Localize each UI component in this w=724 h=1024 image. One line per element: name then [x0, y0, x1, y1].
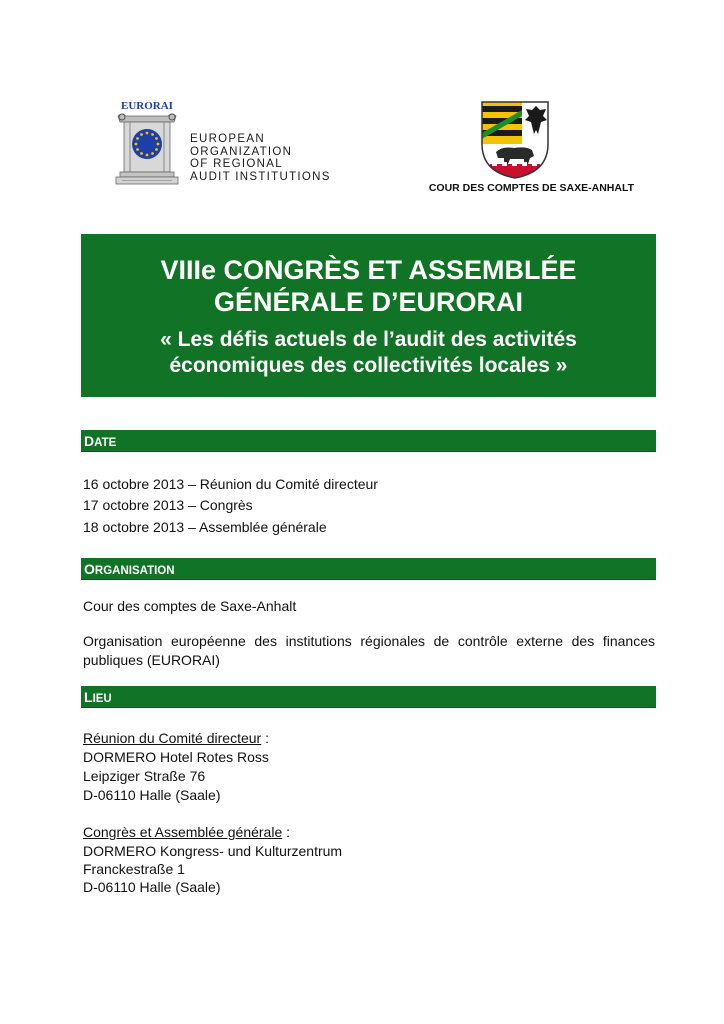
subtitle-line-1: « Les défis actuels de l’audit des activités — [160, 328, 577, 351]
eurorai-name-line: AUDIT INSTITUTIONS — [190, 170, 331, 183]
title-line-1: VIIIe CONGRÈS ET ASSEMBLÉE — [160, 255, 577, 285]
organisation-description: Organisation européenne des institutions régionales de contrôle externe des finances publiques (EURORAI) — [83, 633, 655, 668]
venue-heading-title: Réunion du Comité directeur — [83, 730, 262, 746]
venue-address-line: DORMERO Hotel Rotes Ross — [83, 749, 269, 765]
section-header-cap: D — [84, 433, 95, 449]
venue-address-line: D-06110 Halle (Saale) — [83, 879, 221, 895]
saxony-caption: COUR DES COMPTES DE SAXE-ANHALT — [428, 182, 634, 194]
title-banner — [81, 234, 656, 397]
section-header-cap: L — [84, 689, 93, 705]
section-header-rest: IEU — [92, 693, 112, 705]
eurorai-name-line: OF REGIONAL — [190, 158, 283, 170]
eurorai-name — [190, 133, 331, 183]
venue-address-line: D-06110 Halle (Saale) — [83, 787, 221, 803]
section-header-rest: RGANISATION — [94, 565, 175, 577]
title-line-2: GÉNÉRALE D’EURORAI — [213, 287, 524, 317]
section-header-organisation — [81, 558, 656, 580]
eurorai-name-line: EUROPEAN — [190, 133, 265, 145]
venue-heading-suffix: : — [261, 730, 269, 746]
section-header-cap: O — [84, 561, 95, 577]
venue-heading — [83, 823, 290, 842]
date-line: 16 octobre 2013 – Réunion du Comité directeur — [83, 476, 378, 492]
eurorai-name-line: ORGANIZATION — [190, 145, 293, 158]
venue-heading-title: Congrès et Assemblée générale — [83, 824, 283, 840]
date-line: 17 octobre 2013 – Congrès — [83, 497, 253, 513]
section-header-lieu — [81, 686, 656, 708]
saxony-anhalt-coat-of-arms — [480, 100, 550, 180]
eurorai-logo-label: EURORAI — [121, 100, 173, 112]
section-header-date — [81, 430, 656, 452]
eurorai-logo — [112, 98, 182, 186]
venue-address-line: DORMERO Kongress- und Kulturzentrum — [83, 843, 343, 859]
venue-address-line: Leipziger Straße 76 — [83, 768, 206, 784]
venue-heading-suffix: : — [282, 824, 291, 840]
subtitle-line-2: économiques des collectivités locales » — [169, 354, 568, 377]
venue-heading — [83, 729, 269, 748]
organisation-line: Cour des comptes de Saxe-Anhalt — [83, 598, 297, 614]
venue-address-line: Franckestraße 1 — [83, 861, 185, 877]
date-line: 18 octobre 2013 – Assemblée générale — [83, 519, 327, 535]
section-header-rest: ATE — [94, 437, 117, 449]
